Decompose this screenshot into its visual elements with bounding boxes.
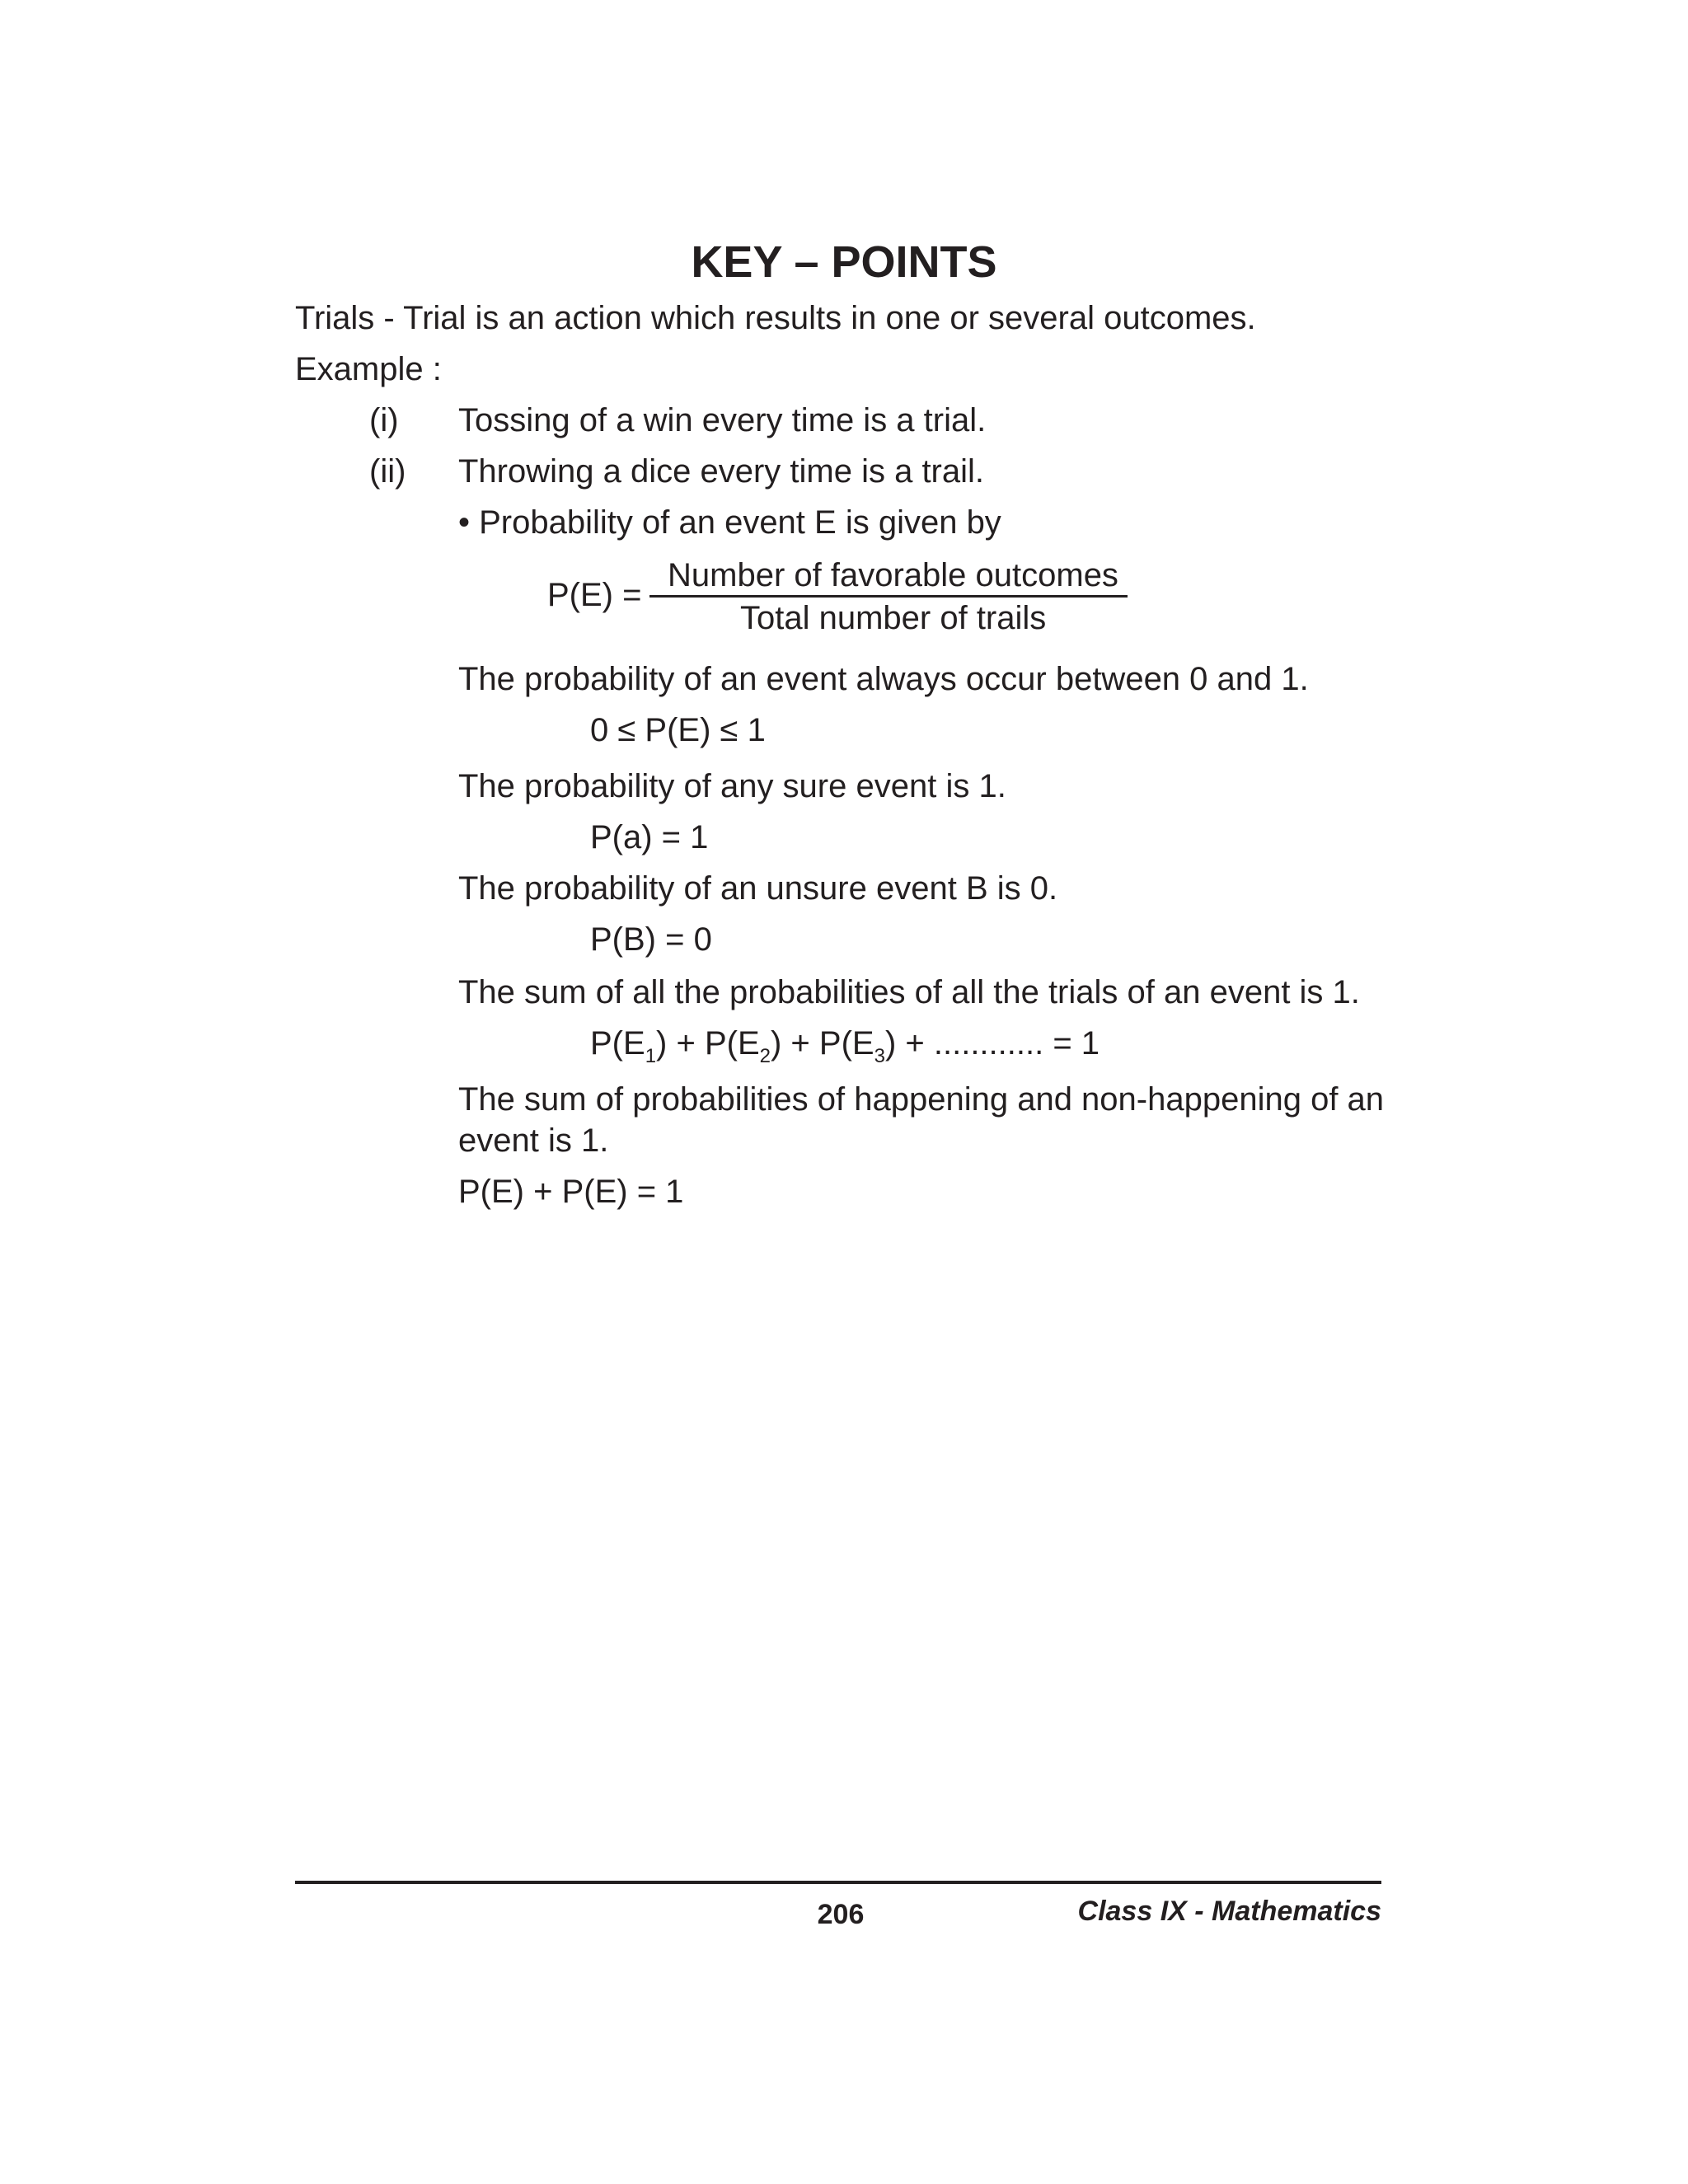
complement-statement: The sum of probabilities of happening and non-happening of an: [458, 1081, 1385, 1118]
page-title: KEY – POINTS: [691, 237, 997, 287]
range-statement: The probability of an event always occur between 0 and 1.: [458, 661, 1309, 697]
sum-statement: The sum of all the probabilities of all the trials of an event is 1.: [458, 974, 1360, 1010]
complement-formula: P(E) + P(E) = 1: [458, 1174, 684, 1210]
footer-subject: Class IX - Mathematics: [1077, 1896, 1381, 1927]
example-marker: (ii): [369, 453, 406, 490]
formula-numerator: Number of favorable outcomes: [668, 557, 1118, 593]
unsure-event-formula: P(B) = 0: [590, 921, 712, 958]
fraction-bar: [649, 595, 1128, 598]
page-number: 206: [817, 1899, 865, 1930]
complement-statement-continued: event is 1.: [458, 1122, 609, 1159]
sure-event-statement: The probability of any sure event is 1.: [458, 768, 1006, 804]
subscript: 2: [759, 1045, 771, 1067]
example-text: Throwing a dice every time is a trail.: [458, 453, 985, 490]
subscript: 3: [874, 1045, 885, 1067]
range-formula: 0 ≤ P(E) ≤ 1: [590, 712, 766, 748]
trials-definition: Trials - Trial is an action which results in one or several outcomes.: [295, 300, 1256, 336]
unsure-event-statement: The probability of an unsure event B is 0.: [458, 870, 1058, 907]
example-marker: (i): [369, 402, 399, 438]
sure-event-formula: P(a) = 1: [590, 819, 709, 855]
sum-formula: $P(E_1) + P(E_2) + P(E_3)$ + ............ = 1: [590, 1025, 1100, 1067]
probability-intro: • Probability of an event E is given by: [458, 504, 1001, 541]
example-text: Tossing of a win every time is a trial.: [458, 402, 987, 438]
footer-rule: [295, 1881, 1381, 1884]
formula-lhs: P(E) =: [547, 577, 642, 613]
formula-denominator: Total number of trails: [740, 600, 1047, 636]
example-label: Example :: [295, 351, 442, 387]
subscript: 1: [645, 1045, 657, 1067]
